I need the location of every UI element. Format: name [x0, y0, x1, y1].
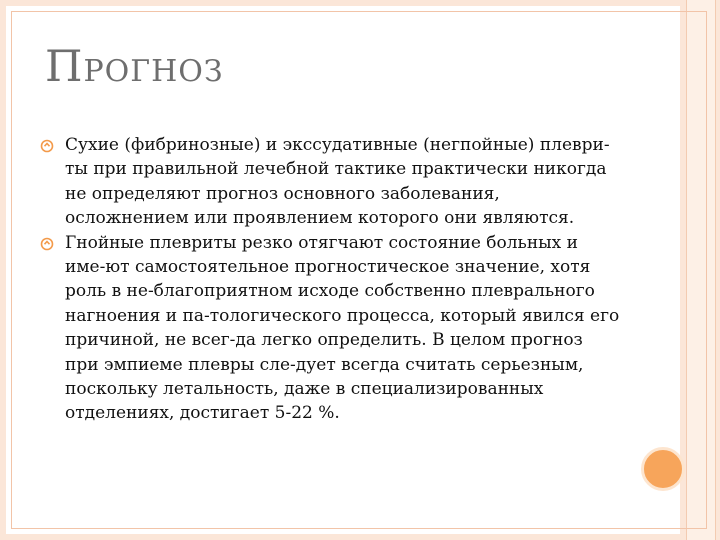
bullet-text: Гнойные плевриты резко отягчают состояние больных и име-ют самостоятельное прогностическое значение, хотя роль в не-благоприятном исходе собственно плеврального нагноения и па-тологического процесса, который явился его причиной, не всег-да легко определить. В целом прогноз при эмпиеме плевры сле-дует всегда считать серьезным, поскольку летальность, даже в специализированных отделениях, достигает 5-22 %.	[65, 232, 620, 424]
decorative-circle	[641, 447, 685, 491]
bullet-text: Сухие (фибринозные) и экссудативные (негпойные) плеври-ты при правильной лечебной тактике практически никогда не определяют прогноз основного заболевания, осложнением или проявлением которого они являются.	[65, 135, 610, 229]
bottom-border-band	[0, 534, 720, 540]
list-item	[40, 231, 620, 426]
top-border-band	[0, 0, 720, 6]
list-item	[40, 133, 620, 231]
bullet-icon	[40, 139, 54, 153]
slide-title	[45, 42, 224, 92]
left-border-band	[0, 0, 6, 540]
bullet-icon	[40, 237, 54, 251]
title-rest: РОГНОЗ	[83, 54, 224, 89]
title-first-letter: П	[45, 42, 84, 92]
bullet-list	[40, 133, 620, 426]
